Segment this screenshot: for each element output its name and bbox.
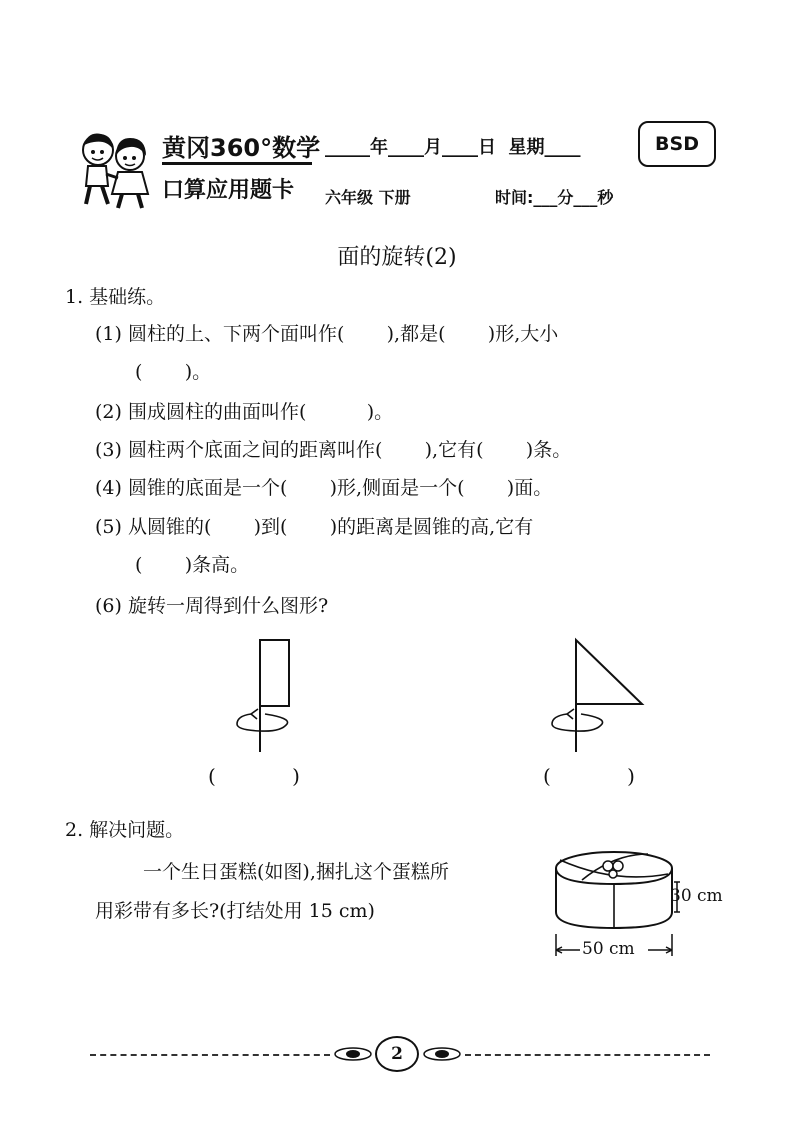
question-4: (4) 圆锥的底面是一个( )形,侧面是一个( )面。	[95, 477, 553, 499]
page-title: 面的旋转(2)	[337, 245, 457, 270]
section1-heading: 1. 基础练。	[65, 286, 166, 308]
question-1: (1) 圆柱的上、下两个面叫作( ),都是( )形,大小	[95, 323, 559, 345]
footer-divider-left	[90, 1054, 330, 1056]
footer-ornament-left-icon	[333, 1046, 373, 1062]
answer-blank-rectangle: ( )	[208, 764, 300, 788]
grade-label: 六年级 下册	[325, 188, 411, 207]
question-2: (2) 围成圆柱的曲面叫作( )。	[95, 401, 394, 423]
date-line: _____年____月____日 星期____	[325, 137, 581, 158]
triangle-rotation-figure	[540, 636, 650, 756]
time-line: 时间:___分___秒	[495, 188, 614, 207]
question-3: (3) 圆柱两个底面之间的距离叫作( ),它有( )条。	[95, 439, 572, 461]
cake-height-label: 30 cm	[670, 886, 723, 906]
footer-divider-right	[465, 1054, 710, 1056]
answer-blank-triangle: ( )	[543, 764, 635, 788]
rectangle-rotation-figure	[225, 636, 305, 756]
problem-line-1: 一个生日蛋糕(如图),捆扎这个蛋糕所	[143, 861, 449, 883]
question-1-cont: ( )。	[135, 361, 212, 383]
problem-line-2: 用彩带有多长?(打结处用 15 cm)	[95, 900, 375, 922]
page-number: 2	[375, 1036, 419, 1072]
question-6: (6) 旋转一周得到什么图形?	[95, 595, 329, 617]
section2-heading: 2. 解决问题。	[65, 819, 185, 841]
edition-badge: BSD	[638, 121, 716, 167]
brand-title: 黄冈360°数学	[162, 134, 321, 162]
question-5-cont: ( )条高。	[135, 554, 250, 576]
cake-diameter-label: 50 cm	[582, 939, 635, 959]
footer-ornament-right-icon	[422, 1046, 462, 1062]
brand-divider	[162, 162, 312, 165]
question-5: (5) 从圆锥的( )到( )的距离是圆锥的高,它有	[95, 516, 534, 538]
kids-mascot-icon	[68, 126, 160, 212]
brand-subtitle: 口算应用题卡	[162, 178, 295, 203]
